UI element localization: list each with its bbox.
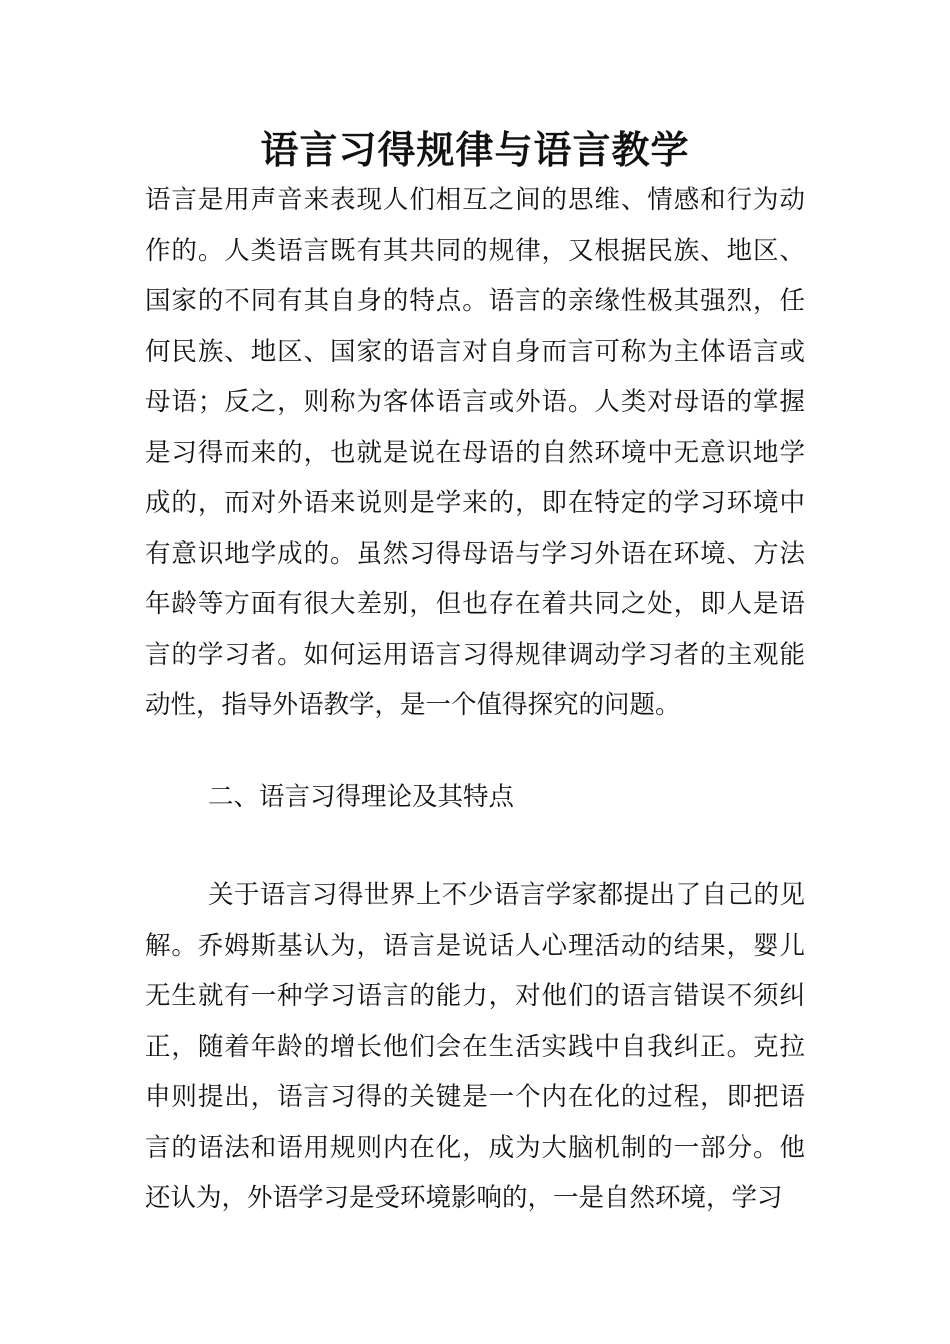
section-heading: 二、语言习得理论及其特点: [208, 782, 515, 812]
document-title: 语言习得规律与语言教学: [260, 128, 690, 172]
body-paragraph: 关于语言习得世界上不少语言学家都提出了自己的见解。乔姆斯基认为，语言是说话人心理活动的结果，婴儿无生就有一种学习语言的能力，对他们的语言错误不须纠正，随着年龄的增长他们会在生活实践中自我纠正。克拉申则提出，语言习得的关键是一个内在化的过程，即把语言的语法和语用规则内在化，成为大脑机制的一部分。他还认为，外语学习是受环境影响的，一是自然环境，学习: [145, 880, 805, 1213]
intro-paragraph: 语言是用声音来表现人们相互之间的思维、情感和行为动作的。人类语言既有其共同的规律，又根据民族、地区、国家的不同有其自身的特点。语言的亲缘性极其强烈，任何民族、地区、国家的语言对自身而言可称为主体语言或母语；反之，则称为客体语言或外语。人类对母语的掌握是习得而来的，也就是说在母语的自然环境中无意识地学成的，而对外语来说则是学来的，即在特定的学习环境中有意识地学成的。虽然习得母语与学习外语在环境、方法年龄等方面有很大差别，但也存在着共同之处，即人是语言的学习者。如何运用语言习得规律调动学习者的主观能动性，指导外语教学，是一个值得探究的问题。: [145, 185, 805, 720]
